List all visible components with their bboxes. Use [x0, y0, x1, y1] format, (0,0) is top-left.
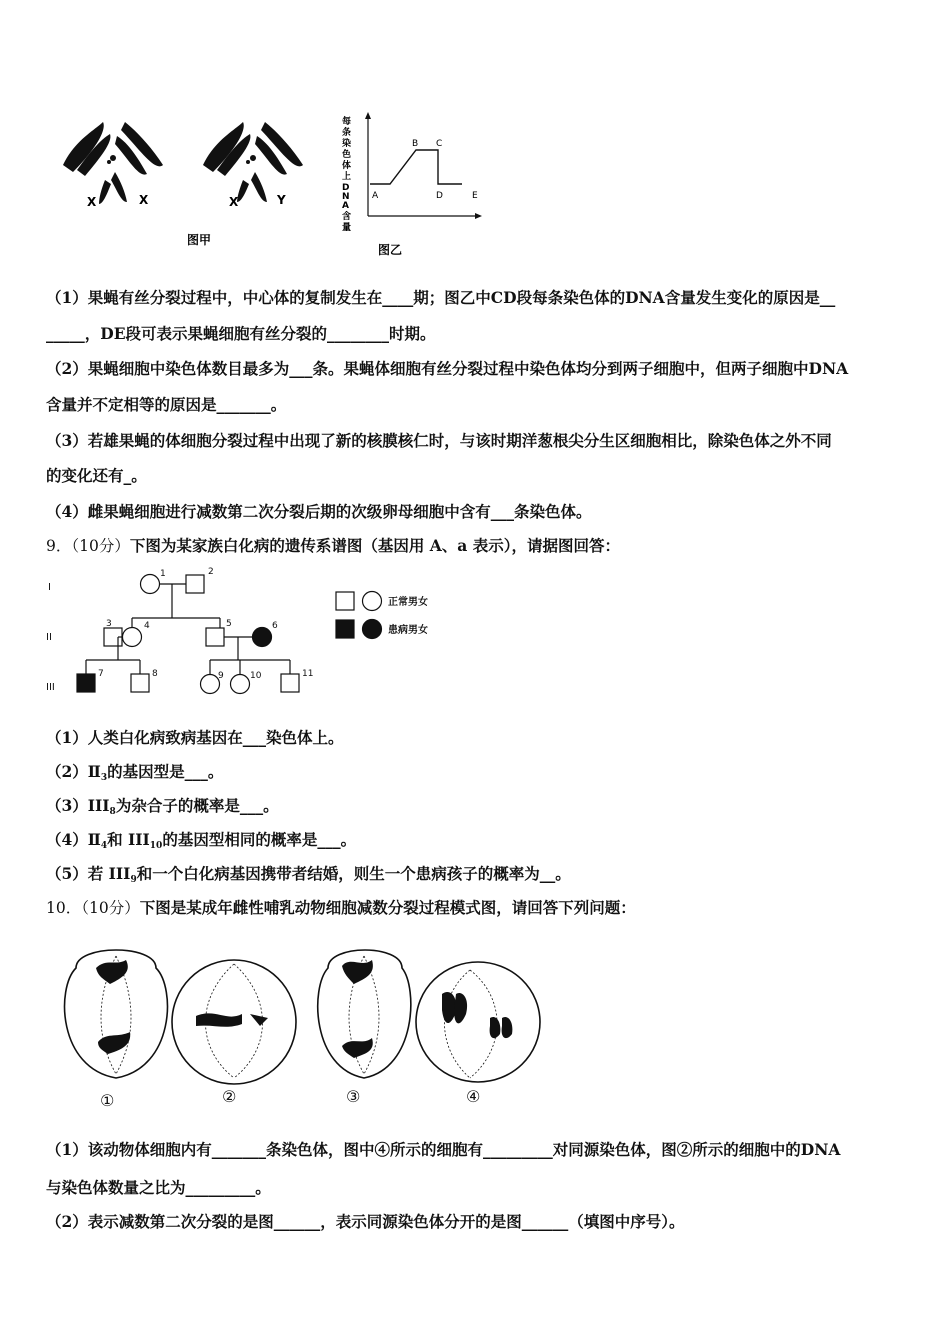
q8-part2-line1: （2）果蝇细胞中染色体数目最多为___条。果蝇体细胞有丝分裂过程中染色体均分到两子细胞中，但两子细胞中DNA — [46, 359, 849, 378]
pedigree-svg — [44, 562, 464, 702]
q8-part1-line1: （1）果蝇有丝分裂过程中，中心体的复制发生在____期；图乙中CD段每条染色体的DNA含量发生变化的原因是__ — [46, 288, 836, 307]
q8-part4: （4）雌果蝇细胞进行减数第二次分裂后期的次级卵母细胞中含有___条染色体。 — [46, 502, 592, 521]
id-6: 6 — [272, 621, 278, 631]
point-d: D — [436, 191, 443, 201]
id-1: 1 — [160, 569, 166, 579]
q9-part4: $(4)Ⅱ_4$和 $III_{10}$的基因型相同的概率是___。 — [46, 830, 357, 851]
label-x3: X — [229, 195, 239, 209]
q10-stem: 下图是某成年雌性哺乳动物细胞减数分裂过程模式图，请回答下列问题： — [139, 898, 636, 917]
q8-part1-line2: _____，DE段可表示果蝇细胞有丝分裂的________时期。 — [46, 324, 436, 343]
point-b: B — [412, 139, 419, 149]
q10-part1-line2: 与染色体数量之比为_________。 — [46, 1178, 271, 1197]
id-9: 9 — [218, 671, 224, 681]
meiosis-svg — [46, 938, 546, 1110]
label-y: Y — [277, 193, 286, 207]
id-10: 10 — [250, 671, 262, 681]
legend-affected: 患病男女 — [388, 625, 428, 636]
id-4: 4 — [144, 621, 150, 631]
figure-chromosomes — [55, 110, 355, 260]
q10-part2: （2）表示减数第二次分裂的是图______，表示同源染色体分开的是图______（填图中序号）。 — [46, 1212, 685, 1231]
q9-part3: $(3)III_8$为杂合子的概率是___。 — [46, 796, 279, 817]
id-7: 7 — [98, 669, 104, 679]
id-3: 3 — [106, 619, 112, 629]
cell-label-4: ④ — [466, 1087, 481, 1106]
point-a: A — [372, 191, 379, 201]
id-11: 11 — [302, 669, 314, 679]
q10-part1-line1: （1）该动物体细胞内有_______条染色体，图中④所示的细胞有_________对同源染色体，图②所示的细胞中的DNA — [46, 1140, 841, 1159]
gen-label-2: II — [46, 632, 52, 643]
point-c: C — [436, 139, 443, 149]
caption-a: 图甲 — [187, 233, 212, 247]
label-x1: X — [87, 195, 97, 209]
dna-content-graph — [338, 112, 498, 262]
q9-header — [46, 536, 908, 556]
id-5: 5 — [226, 619, 232, 629]
label-x2: X — [139, 193, 149, 207]
q9-part5: （5）若 $III_9$和一个白化病基因携带者结婚，则生一个患病孩子的概率为__。 — [46, 864, 571, 885]
point-e: E — [472, 191, 478, 201]
gen-label-3: III — [46, 682, 55, 693]
karyotype-diagram — [55, 110, 355, 260]
cell-label-1: ① — [100, 1091, 115, 1110]
q8-part3-line2: 的变化还有_。 — [46, 466, 147, 485]
caption-b: 图乙 — [378, 243, 403, 257]
q8-part2-line2: 含量并不定相等的原因是_______。 — [46, 395, 287, 414]
figure-dna-graph — [338, 112, 498, 262]
q9-part1: （1）人类白化病致病基因在___染色体上。 — [46, 728, 344, 747]
q10-score: （10分） — [81, 899, 140, 917]
id-2: 2 — [208, 567, 214, 577]
cell-label-2: ② — [222, 1087, 237, 1106]
meiosis-cells-figure — [46, 938, 546, 1110]
gen-label-1: I — [48, 582, 51, 593]
graph-ylabel: 每条染色体上 D N A 含量 — [342, 117, 352, 233]
q8-part3-line1: （3）若雄果蝇的体细胞分裂过程中出现了新的核膜核仁时，与该时期洋葱根尖分生区细胞相比，除染色体之外不同 — [46, 431, 832, 450]
legend-normal: 正常男女 — [388, 597, 428, 608]
id-8: 8 — [152, 669, 158, 679]
q10-header — [46, 898, 908, 918]
q9-part2: $(2)Ⅱ_3$的基因型是___。 — [46, 762, 224, 783]
pedigree-chart — [44, 562, 464, 702]
q9-score: （10分） — [71, 537, 130, 555]
q10-number: 10． — [46, 899, 82, 917]
q9-number: 9． — [46, 537, 72, 555]
cell-label-3: ③ — [346, 1087, 361, 1106]
q9-stem: 下图为某家族白化病的遗传系谱图（基因用 A、a 表示），请据图回答： — [129, 536, 620, 555]
